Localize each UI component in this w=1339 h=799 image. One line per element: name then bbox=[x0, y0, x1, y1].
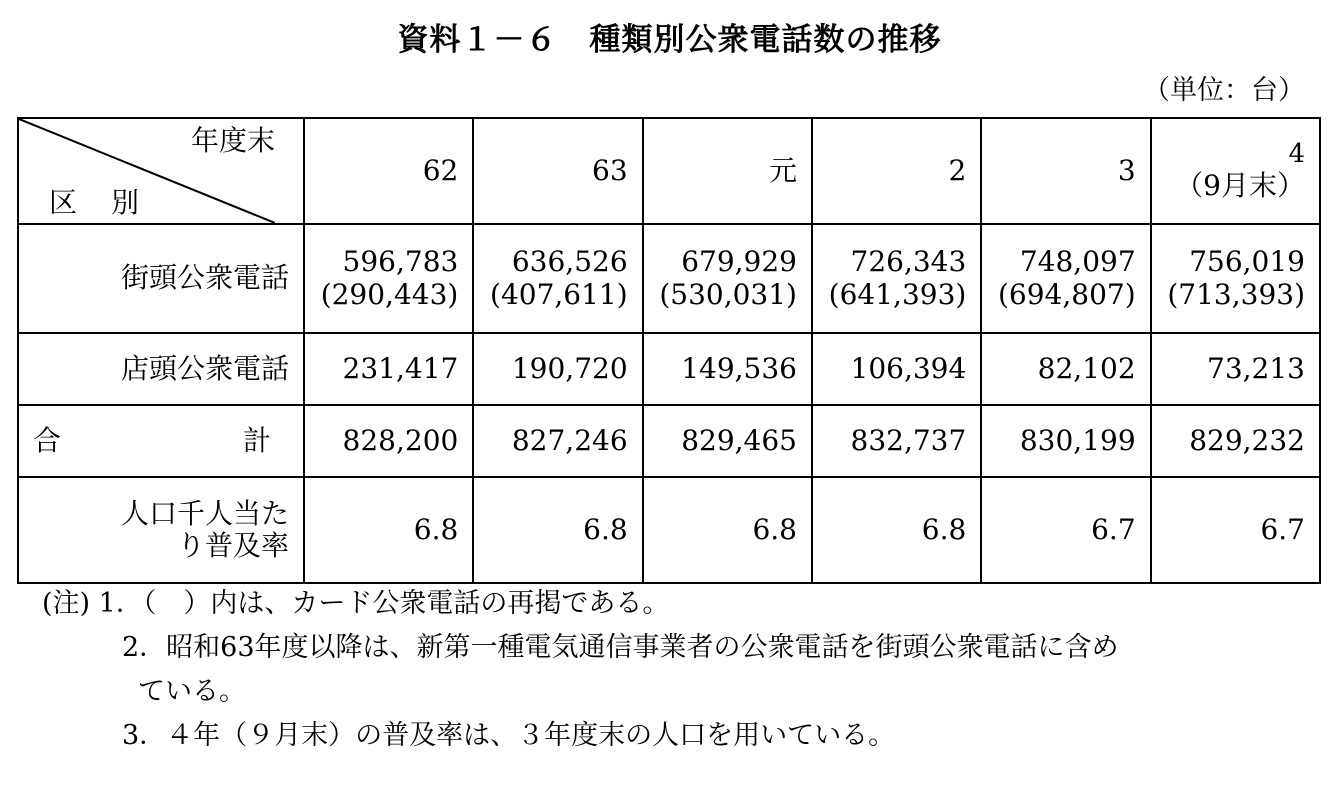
row-label-rate-line2: り普及率 bbox=[176, 529, 289, 562]
table-row bbox=[18, 224, 1320, 333]
cell-card-value: (407,611) bbox=[490, 277, 628, 311]
cell-value: 748,097 bbox=[1019, 245, 1136, 279]
row-label-rate bbox=[18, 477, 304, 583]
corner-top-label: 年度末 bbox=[190, 124, 275, 157]
table-cell: 6.7 bbox=[981, 477, 1150, 583]
table-cell: 149,536 bbox=[643, 333, 812, 405]
table-cell: 6.8 bbox=[643, 477, 812, 583]
notes-section bbox=[42, 590, 1119, 766]
document-title: 資料１－６ 種類別公衆電話数の推移 bbox=[397, 22, 942, 58]
cell-card-value: (713,393) bbox=[1167, 277, 1305, 311]
note-3: 3．４年（９月末）の普及率は、３年度末の人口を用いている。 bbox=[122, 720, 896, 751]
cell-card-value: (694,807) bbox=[998, 277, 1136, 311]
table-cell: 82,102 bbox=[981, 333, 1150, 405]
public-phone-table bbox=[17, 117, 1321, 584]
table-cell bbox=[304, 224, 473, 333]
header-row bbox=[18, 118, 1320, 224]
note-2: 2．昭和63年度以降は、新第一種電気通信事業者の公衆電話を街頭公衆電話に含め bbox=[122, 632, 1119, 663]
table-cell bbox=[473, 224, 642, 333]
column-header-2: 2 bbox=[812, 118, 981, 224]
column-header-gan: 元 bbox=[643, 118, 812, 224]
column-header-3: 3 bbox=[981, 118, 1150, 224]
unit-label: （単位：台） bbox=[1143, 75, 1305, 106]
table-cell: 73,213 bbox=[1151, 333, 1320, 405]
table-cell: 827,246 bbox=[473, 405, 642, 477]
corner-cell bbox=[18, 118, 304, 224]
cell-value: 679,929 bbox=[681, 245, 797, 279]
cell-value: 726,343 bbox=[850, 245, 967, 279]
cell-card-value: (290,443) bbox=[320, 277, 459, 311]
table-cell: 231,417 bbox=[304, 333, 473, 405]
table-cell: 6.8 bbox=[812, 477, 981, 583]
table-cell: 828,200 bbox=[304, 405, 473, 477]
row-label-shop: 店頭公衆電話 bbox=[18, 333, 304, 405]
row-label-total-right: 計 bbox=[242, 423, 271, 457]
table-cell: 106,394 bbox=[812, 333, 981, 405]
table-row bbox=[18, 333, 1320, 405]
table-cell: 832,737 bbox=[812, 405, 981, 477]
cell-value: 756,019 bbox=[1189, 245, 1305, 279]
table-row bbox=[18, 477, 1320, 583]
table-cell: 6.7 bbox=[1151, 477, 1320, 583]
row-label-total bbox=[18, 405, 304, 477]
note-1: (注) 1．（ ）内は、カード公衆電話の再掲である。 bbox=[42, 588, 670, 619]
row-label-rate-line1: 人口千人当た bbox=[120, 496, 289, 530]
table-cell: 830,199 bbox=[981, 405, 1150, 477]
table-cell: 6.8 bbox=[473, 477, 642, 583]
table-cell: 829,465 bbox=[643, 405, 812, 477]
table-cell: 829,232 bbox=[1151, 405, 1320, 477]
table-cell: 190,720 bbox=[473, 333, 642, 405]
table-cell bbox=[1151, 224, 1320, 333]
cell-value: 596,783 bbox=[342, 245, 459, 279]
corner-bottom-label: 区別 bbox=[49, 185, 174, 219]
note-2-continued: ている。 bbox=[138, 676, 246, 707]
cell-value: 636,526 bbox=[511, 245, 628, 279]
column-header-4-year: 4 bbox=[1288, 138, 1305, 169]
row-label-total-left: 合 bbox=[33, 423, 62, 457]
column-header-63: 63 bbox=[473, 118, 642, 224]
table-row bbox=[18, 405, 1320, 477]
table-cell bbox=[981, 224, 1150, 333]
column-header-62: 62 bbox=[304, 118, 473, 224]
cell-card-value: (530,031) bbox=[659, 277, 797, 311]
table-cell bbox=[643, 224, 812, 333]
column-header-4-month: （9月末） bbox=[1175, 168, 1305, 202]
table-cell bbox=[812, 224, 981, 333]
cell-card-value: (641,393) bbox=[828, 277, 967, 311]
column-header-4 bbox=[1151, 118, 1320, 224]
table-cell: 6.8 bbox=[304, 477, 473, 583]
row-label-street: 街頭公衆電話 bbox=[18, 224, 304, 333]
